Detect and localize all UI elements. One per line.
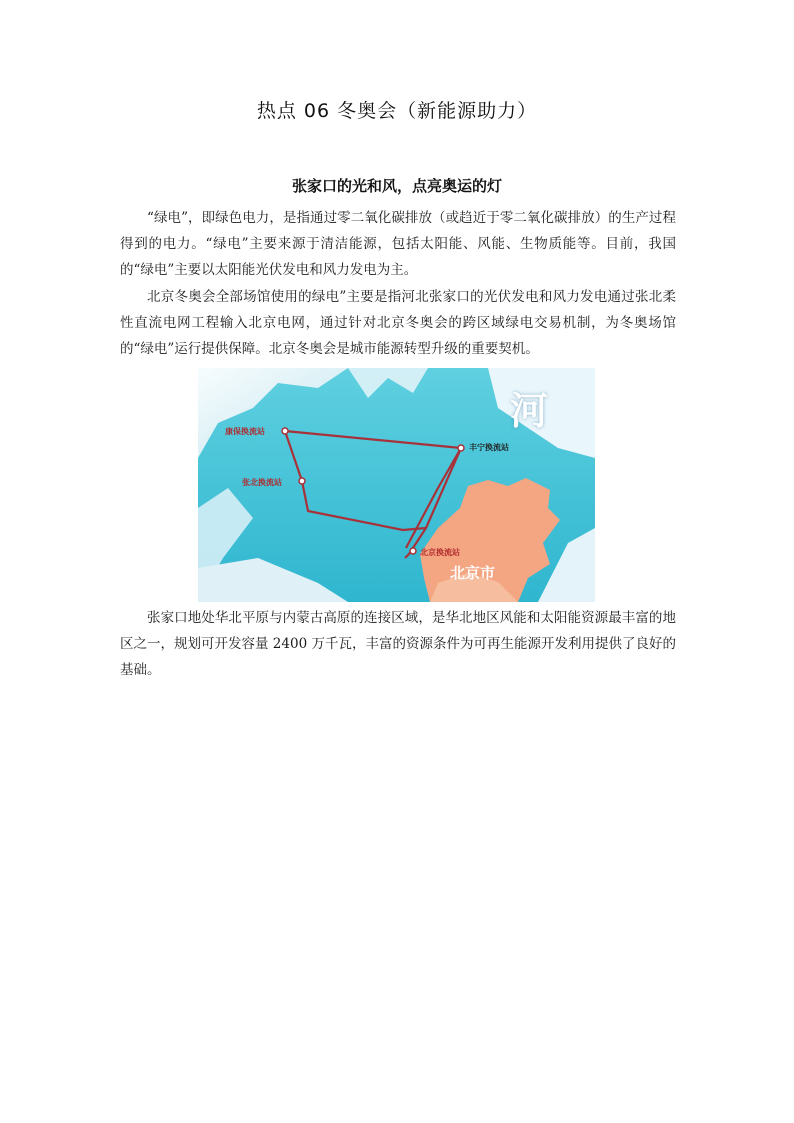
city-label-beijing: 北京市	[450, 564, 496, 582]
station-marker-beijing	[410, 548, 416, 554]
grid-map-figure	[198, 368, 595, 602]
station-label-kangbao: 康保换流站	[225, 427, 265, 436]
station-label-zhangbei: 张北换流站	[242, 478, 282, 487]
section-title: 张家口的光和风，点亮奥运的灯	[291, 177, 502, 195]
station-marker-zhangbei	[299, 478, 305, 484]
paragraph-green-power-definition: “绿电”，即绿色电力，是指通过零二氧化碳排放（或趋近于零二氧化碳排放）的生产过程得到的电力。“绿电”主要来源于清洁能源，包括太阳能、风能、生物质能等。目前，我国的“绿电”主要以太阳能光伏发电和风力发电为主。	[120, 210, 676, 278]
paragraph-olympic-green-power: 北京冬奥会全部场馆使用的绿电”主要是指河北张家口的光伏发电和风力发电通过张北柔性直流电网工程输入北京电网，通过针对北京冬奥会的跨区域绿电交易机制，为冬奥场馆的“绿电”运行提供保障。北京冬奥会是城市能源转型升级的重要契机。	[120, 289, 676, 357]
paragraph-zhangjiakou-resources: 张家口地处华北平原与内蒙古高原的连接区域，是华北地区风能和太阳能资源最丰富的地区之一，规划可开发容量 2400 万千瓦，丰富的资源条件为可再生能源开发利用提供了良好的基础。	[120, 610, 676, 678]
page-title: 热点 06 冬奥会（新能源助力）	[256, 100, 538, 122]
station-label-beijing: 北京换流站	[420, 548, 460, 557]
station-marker-fengning	[458, 445, 464, 451]
station-label-fengning: 丰宁换流站	[469, 443, 509, 452]
province-label: 河	[510, 389, 549, 433]
station-marker-kangbao	[282, 428, 288, 434]
